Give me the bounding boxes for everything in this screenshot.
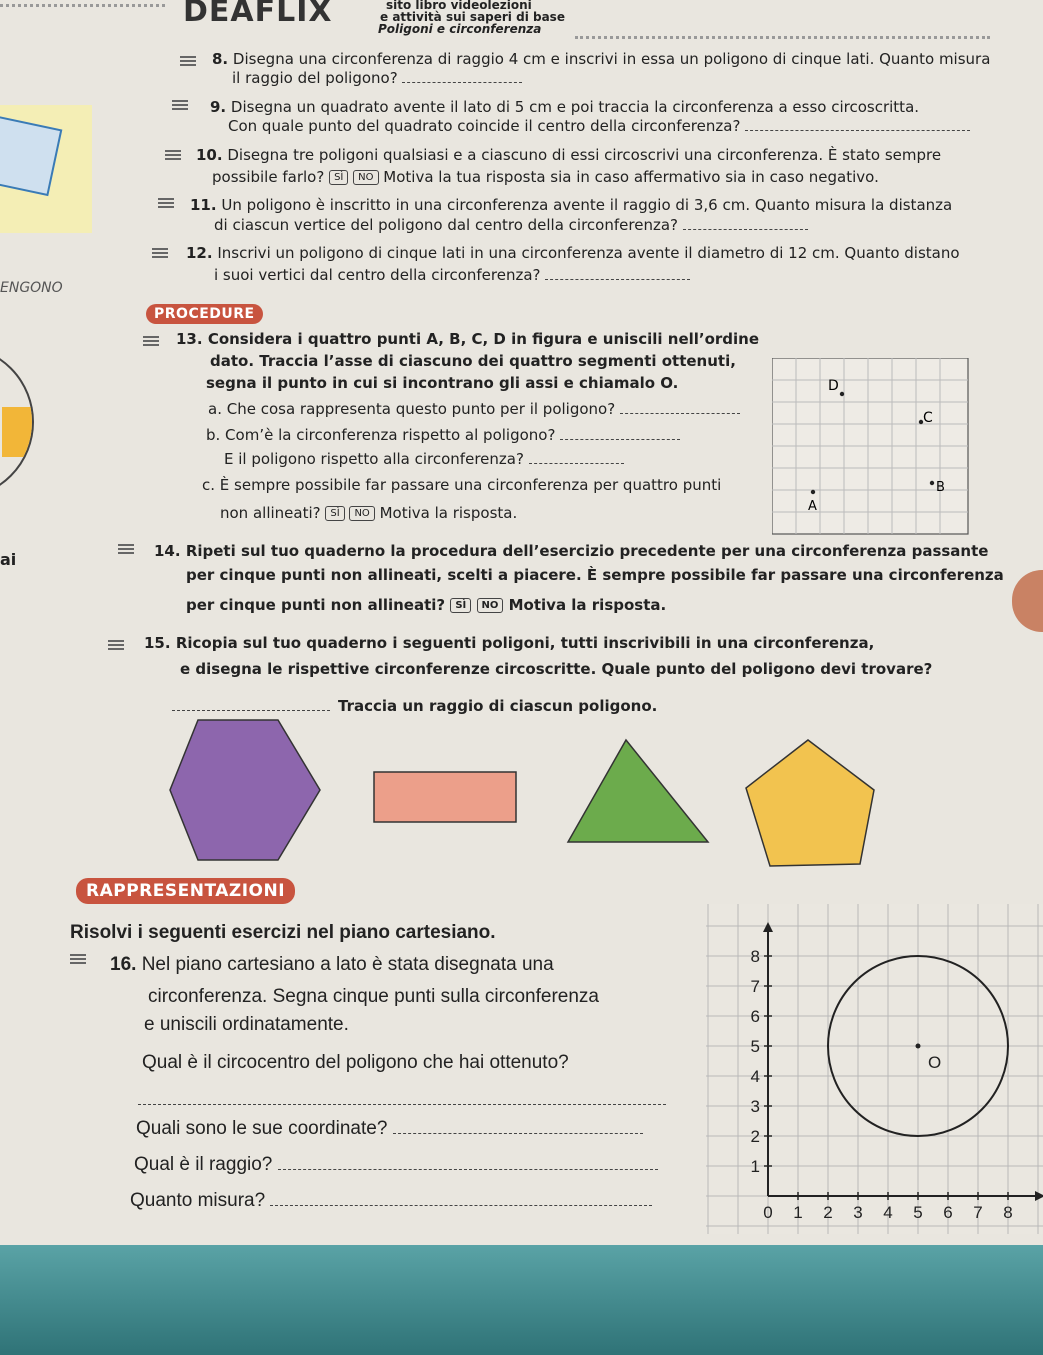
y-tick-label: 5: [750, 1037, 760, 1056]
margin-circle-shape: [0, 345, 34, 499]
y-tick-label: 7: [750, 977, 760, 996]
exercise-16-line-2: circonferenza. Segna cinque punti sulla circonferenza: [148, 986, 599, 1007]
difficulty-icon: [118, 544, 134, 556]
x-tick-label: 5: [913, 1203, 923, 1222]
y-tick-label: 4: [750, 1067, 760, 1086]
exercise-8-line-2: il raggio del poligono?: [232, 69, 522, 88]
exercise-11-line-1: 11. Un poligono è inscritto in una circonferenza avente il raggio di 3,6 cm. Quanto misura la distanza: [190, 196, 953, 214]
exercise-12-line-1: 12. Inscrivi un poligono di cinque lati in una circonferenza avente il diametro di 12 cm. Quanto distano: [186, 244, 960, 262]
exercise-16-q1-blank: [138, 1104, 666, 1105]
y-tick-label: 3: [750, 1097, 760, 1116]
triangle-shape: [568, 740, 708, 842]
figure-13-grid: [772, 358, 970, 536]
difficulty-icon: [108, 640, 124, 652]
yes-checkbox[interactable]: SÌ: [329, 170, 348, 185]
point-d: [840, 392, 844, 396]
point-c-label: C: [923, 410, 933, 426]
rectangle-shape: [374, 772, 516, 822]
y-tick-label: 1: [750, 1157, 760, 1176]
yes-checkbox[interactable]: SÌ: [325, 506, 344, 521]
exercise-14-line-2: per cinque punti non allineati, scelti a piacere. È sempre possibile far passare una circonferenza: [186, 566, 1004, 584]
y-tick-label: 2: [750, 1127, 760, 1146]
difficulty-icon: [158, 198, 174, 210]
no-checkbox[interactable]: NO: [353, 170, 378, 185]
exercise-16-q3: Qual è il raggio?: [134, 1152, 658, 1178]
exercise-9-line-1: 9. Disegna un quadrato avente il lato di 5 cm e poi traccia la circonferenza a esso circoscritta.: [210, 98, 920, 116]
cartesian-plane: [706, 904, 1043, 1234]
difficulty-icon: [152, 248, 168, 260]
center-label: O: [928, 1053, 942, 1072]
exercise-15-line-1: 15. Ricopia sul tuo quaderno i seguenti poligoni, tutti inscrivibili in una circonferenza,: [144, 634, 875, 652]
exercise-11-line-2: di ciascun vertice del poligono dal centro della circonferenza?: [214, 216, 808, 235]
exercise-13-b2: E il poligono rispetto alla circonferenza?: [224, 450, 624, 469]
margin-fragment-2: ai: [0, 550, 17, 569]
header-dotted-rule: [575, 36, 990, 39]
point-b: [930, 481, 934, 485]
x-tick-label: 8: [1003, 1203, 1013, 1222]
difficulty-icon: [180, 56, 196, 68]
no-checkbox[interactable]: NO: [477, 598, 504, 613]
polygons-figure: [160, 712, 890, 872]
y-tick-label: 8: [750, 947, 760, 966]
exercise-15-line-3: Traccia un raggio di ciascun poligono.: [338, 697, 658, 715]
exercise-10-line-2: possibile farlo? SÌ NO Motiva la tua risposta sia in caso affermativo sia in caso negativo.: [212, 168, 879, 186]
x-tick-label: 7: [973, 1203, 983, 1222]
exercise-10-line-1: 10. Disegna tre poligoni qualsiasi e a ciascuno di essi circoscrivi una circonferenza. È stato sempre: [196, 146, 942, 164]
exercise-13-b1: b. Com’è la circonferenza rispetto al poligono?: [206, 426, 680, 445]
header-line-3: Poligoni e circonferenza: [378, 22, 542, 36]
exercise-15-line-2: e disegna le rispettive circonferenze circoscritte. Quale punto del poligono devi trovare?: [180, 660, 933, 678]
exercise-16-q1: Qual è il circocentro del poligono che hai ottenuto?: [142, 1052, 569, 1073]
yes-checkbox[interactable]: SÌ: [450, 598, 471, 613]
exercise-13-line-3: segna il punto in cui si incontrano gli assi e chiamalo O.: [206, 374, 679, 392]
x-tick-label: 1: [793, 1203, 803, 1222]
exercise-14-line-1: 14. Ripeti sul tuo quaderno la procedura dell’esercizio precedente per una circonferenza passante: [154, 542, 989, 560]
exercise-13-line-2: dato. Traccia l’asse di ciascuno dei quattro segmenti ottenuti,: [210, 352, 736, 370]
point-a-label: A: [808, 499, 817, 514]
exercise-15-blank: [172, 710, 330, 711]
point-a: [811, 490, 815, 494]
difficulty-icon: [165, 150, 181, 162]
margin-fragment-1: ENGONO: [0, 280, 63, 296]
difficulty-icon: [70, 954, 86, 966]
center-point: [916, 1044, 921, 1049]
exercise-13-c2: non allineati? SÌ NO Motiva la risposta.: [220, 504, 518, 522]
exercise-16-line-3: e uniscili ordinatamente.: [144, 1014, 349, 1035]
point-b-label: B: [936, 480, 945, 495]
exercise-13-a: a. Che cosa rappresenta questo punto per il poligono?: [208, 400, 740, 419]
x-tick-label: 2: [823, 1203, 833, 1222]
exercise-14-line-3: per cinque punti non allineati? SÌ NO Motiva la risposta.: [186, 596, 667, 614]
representation-label: RAPPRESENTAZIONI: [76, 878, 295, 904]
difficulty-icon: [172, 100, 188, 112]
header-line-1: sito libro videolezioni: [386, 0, 532, 12]
no-checkbox[interactable]: NO: [349, 506, 374, 521]
exercise-13-line-1: 13. Considera i quattro punti A, B, C, D in figura e uniscili nell’ordine: [176, 330, 760, 348]
x-tick-label: 3: [853, 1203, 863, 1222]
exercise-8-line-1: 8. Disegna una circonferenza di raggio 4 cm e inscrivi in essa un poligono di cinque lati. Quanto misura: [212, 50, 991, 68]
intro-text: Risolvi i seguenti esercizi nel piano cartesiano.: [70, 922, 496, 943]
table-surface: [0, 1245, 1043, 1355]
pentagon-shape: [746, 740, 874, 866]
difficulty-icon: [143, 336, 159, 348]
x-tick-label: 4: [883, 1203, 893, 1222]
exercise-9-line-2: Con quale punto del quadrato coincide il centro della circonferenza?: [228, 117, 970, 136]
procedure-label: PROCEDURE: [146, 304, 263, 324]
exercise-13-c1: c. È sempre possibile far passare una circonferenza per quattro punti: [202, 476, 722, 494]
exercise-12-line-2: i suoi vertici dal centro della circonferenza?: [214, 266, 690, 285]
point-d-label: D: [828, 378, 839, 394]
exercise-16-q2: Quali sono le sue coordinate?: [136, 1116, 643, 1142]
exercise-16-q4: Quanto misura?: [130, 1188, 652, 1214]
header-dotted-rule-left: [0, 4, 165, 7]
x-tick-label: 0: [763, 1203, 773, 1222]
header-line-2: e attività sui saperi di base: [380, 10, 565, 24]
hexagon-shape: [170, 720, 320, 860]
exercise-16-line-1: 16. Nel piano cartesiano a lato è stata disegnata una: [110, 954, 554, 975]
x-tick-label: 6: [943, 1203, 953, 1222]
brand-logo: DEAFLIX: [183, 0, 333, 29]
y-tick-label: 6: [750, 1007, 760, 1026]
